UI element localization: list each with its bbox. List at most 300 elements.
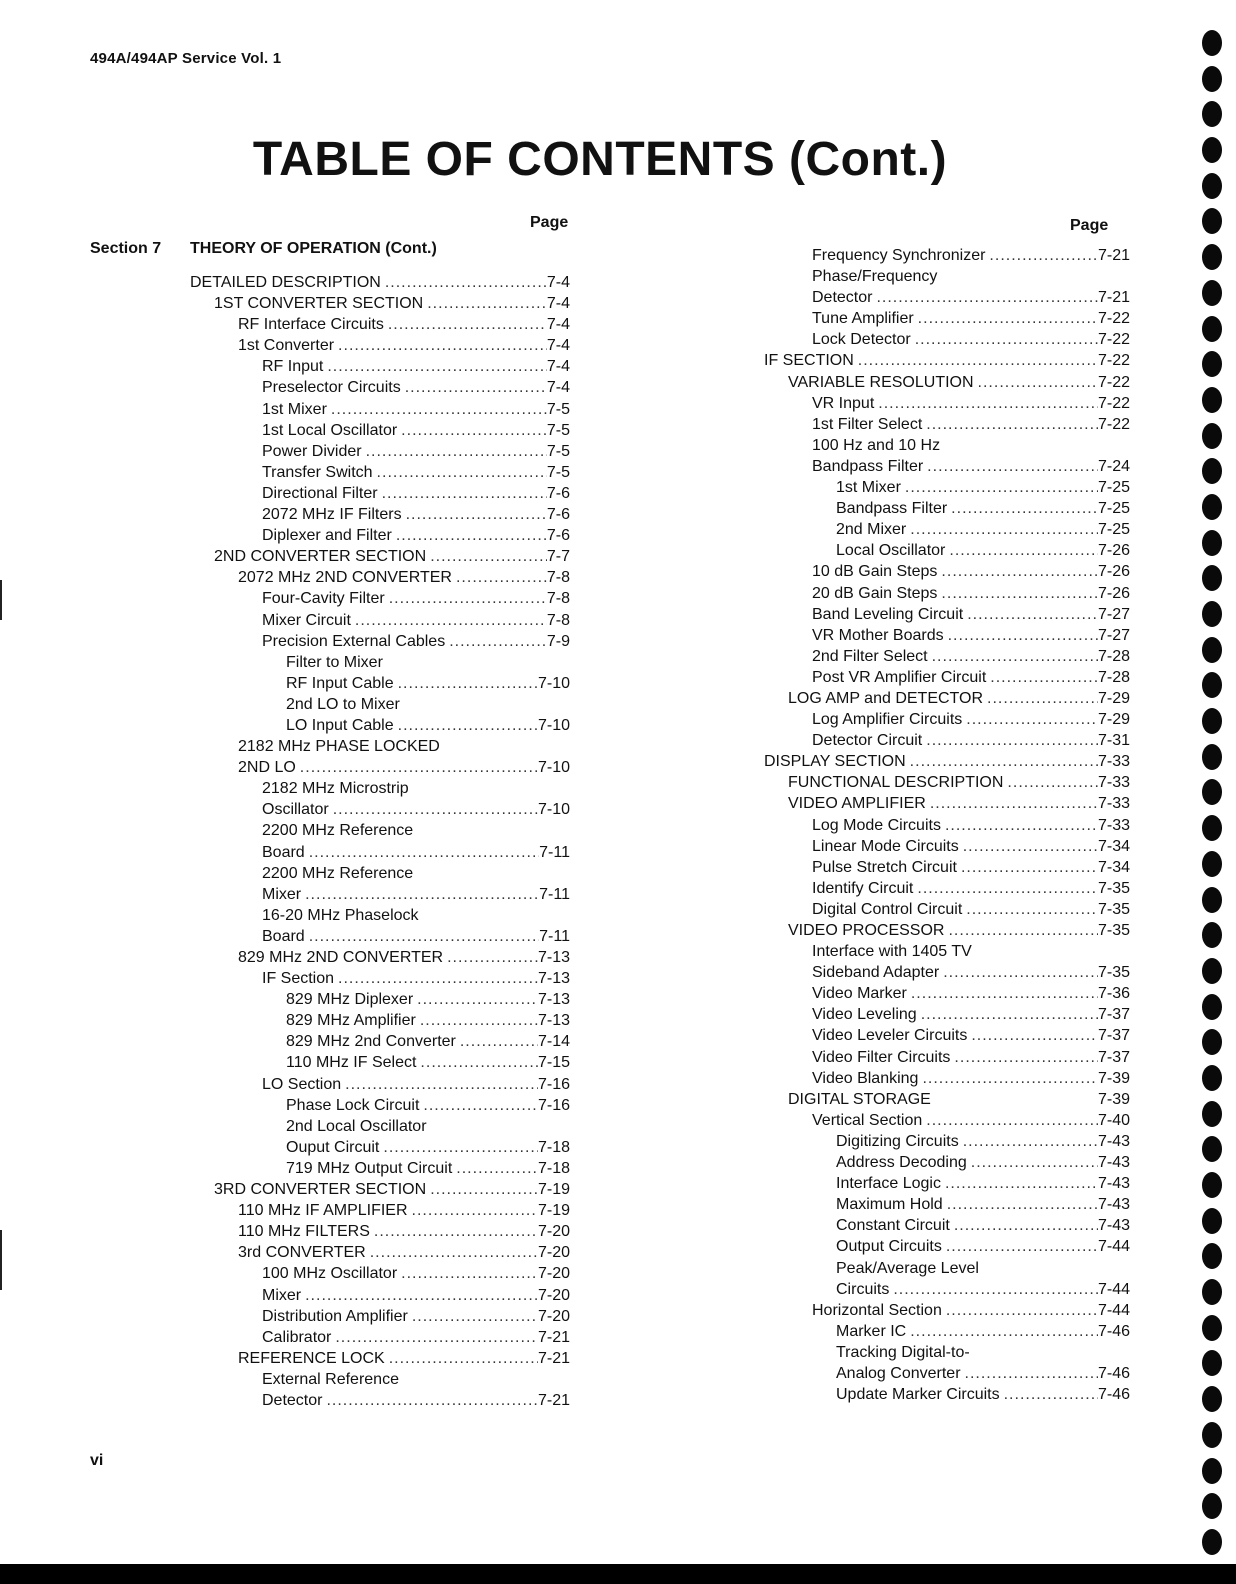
- toc-entry-page: 7-19: [537, 1202, 570, 1220]
- toc-entry-title: Band Leveling Circuit: [812, 605, 964, 623]
- toc-entry: [190, 588, 570, 609]
- toc-entry-title: VIDEO AMPLIFIER: [788, 795, 926, 813]
- toc-entry: [190, 968, 570, 989]
- toc-entry-title: Video Leveler Circuits: [812, 1027, 968, 1045]
- toc-entry: [764, 266, 1130, 287]
- toc-leader-dots: [331, 1327, 538, 1348]
- toc-entry: [190, 1052, 570, 1073]
- toc-entry-page: 7-20: [537, 1286, 570, 1304]
- toc-entry-page: 7-11: [539, 927, 570, 945]
- binder-hole: [1202, 66, 1222, 92]
- toc-leader-dots: [1003, 772, 1098, 793]
- toc-entry: [764, 899, 1130, 920]
- toc-entry-title: Board: [262, 927, 305, 945]
- toc-entry: [190, 989, 570, 1010]
- binder-hole: [1202, 1529, 1222, 1555]
- toc-entry-title: 2nd Filter Select: [812, 647, 928, 665]
- toc-leader-dots: [967, 1152, 1098, 1173]
- toc-leader-dots: [906, 751, 1098, 772]
- toc-entry: [764, 1110, 1130, 1131]
- toc-entry-title: Preselector Circuits: [262, 379, 401, 397]
- toc-entry-page: 7-18: [537, 1138, 570, 1156]
- toc-entry-title: 16-20 MHz Phaselock: [262, 906, 419, 924]
- binder-hole: [1202, 30, 1222, 56]
- toc-leader-dots: [401, 377, 547, 398]
- toc-leader-dots: [907, 983, 1098, 1004]
- toc-entry-page: 7-5: [546, 442, 570, 460]
- toc-entry-title: Detector Circuit: [812, 732, 923, 750]
- binder-hole: [1202, 1172, 1222, 1198]
- toc-entry: [764, 646, 1130, 667]
- toc-entry-page: 7-33: [1097, 753, 1130, 771]
- toc-entry-page: 7-6: [546, 527, 570, 545]
- toc-leader-dots: [426, 1179, 538, 1200]
- toc-entry-page: 7-6: [546, 506, 570, 524]
- left-page-column-label: Page: [530, 214, 569, 231]
- toc-entry-page: 7-22: [1097, 394, 1130, 412]
- toc-entry: [764, 414, 1130, 435]
- binder-hole: [1202, 672, 1222, 698]
- page-number: vi: [90, 1452, 104, 1469]
- toc-leader-dots: [366, 1242, 538, 1263]
- toc-leader-dots: [942, 1300, 1098, 1321]
- toc-entry-page: 7-14: [537, 1033, 570, 1051]
- toc-entry-title: 3RD CONVERTER SECTION: [214, 1181, 427, 1199]
- binder-hole: [1202, 1101, 1222, 1127]
- toc-leader-dots: [443, 947, 538, 968]
- toc-entry: [190, 1306, 570, 1327]
- toc-entry-title: 829 MHz Diplexer: [286, 991, 414, 1009]
- toc-entry: [764, 1004, 1130, 1025]
- toc-entry-page: 7-26: [1097, 542, 1130, 560]
- toc-entry-title: 110 MHz FILTERS: [238, 1223, 370, 1241]
- scan-edge-mark: [0, 580, 2, 620]
- toc-entry-page: 7-35: [1097, 964, 1130, 982]
- toc-entry-title: VARIABLE RESOLUTION: [788, 373, 974, 391]
- toc-leader-dots: [937, 583, 1098, 604]
- toc-entry: [190, 377, 570, 398]
- toc-entry-title: Mixer: [262, 885, 302, 903]
- toc-leader-dots: [445, 631, 547, 652]
- toc-entry: [190, 1327, 570, 1348]
- toc-leader-dots: [413, 989, 538, 1010]
- toc-entry-title: LO Section: [262, 1075, 342, 1093]
- toc-entry-title: Local Oscillator: [836, 542, 946, 560]
- toc-entry-title: Mixer Circuit: [262, 611, 351, 629]
- toc-entry: [764, 1215, 1130, 1236]
- toc-leader-dots: [950, 1047, 1098, 1068]
- toc-entry-title: 2nd LO to Mixer: [286, 695, 400, 713]
- toc-entry: [190, 1263, 570, 1284]
- toc-leader-dots: [322, 1390, 538, 1411]
- toc-entry-title: Four-Cavity Filter: [262, 590, 385, 608]
- binder-hole: [1202, 101, 1222, 127]
- toc-leader-dots: [452, 1158, 538, 1179]
- toc-leader-dots: [854, 350, 1098, 371]
- toc-entry-page: 7-21: [537, 1328, 570, 1346]
- toc-entry: [190, 1116, 570, 1137]
- toc-entry-title: 1st Filter Select: [812, 415, 923, 433]
- toc-leader-dots: [963, 604, 1098, 625]
- toc-entry: [764, 393, 1130, 414]
- toc-entry-page: 7-26: [1097, 563, 1130, 581]
- toc-entry-title: DETAILED DESCRIPTION: [190, 274, 381, 291]
- toc-entry-page: 7-27: [1097, 605, 1130, 623]
- toc-leader-dots: [419, 1095, 538, 1116]
- toc-leader-dots: [323, 356, 547, 377]
- toc-entry-title: Address Decoding: [836, 1154, 967, 1172]
- toc-entry-page: 7-11: [539, 843, 570, 861]
- toc-leader-dots: [384, 314, 547, 335]
- toc-leader-dots: [945, 540, 1098, 561]
- toc-leader-dots: [370, 1221, 538, 1242]
- toc-entry-page: 7-44: [1097, 1280, 1130, 1298]
- toc-entry-page: 7-33: [1097, 774, 1130, 792]
- toc-leader-dots: [456, 1031, 538, 1052]
- toc-entry-page: 7-44: [1097, 1238, 1130, 1256]
- toc-entry-page: 7-10: [537, 716, 570, 734]
- toc-entry: [764, 983, 1130, 1004]
- toc-entry: [764, 1300, 1130, 1321]
- toc-entry: [764, 751, 1130, 772]
- toc-entry-page: 7-25: [1097, 521, 1130, 539]
- binder-hole: [1202, 1243, 1222, 1269]
- toc-entry-page: 7-36: [1097, 985, 1130, 1003]
- toc-leader-dots: [943, 1194, 1098, 1215]
- toc-leader-dots: [327, 399, 547, 420]
- toc-entry-page: 7-10: [537, 801, 570, 819]
- toc-entry: [764, 1068, 1130, 1089]
- toc-entry-page: 7-10: [537, 759, 570, 777]
- toc-entry-page: 7-28: [1097, 668, 1130, 686]
- toc-entry-page: 7-46: [1097, 1364, 1130, 1382]
- toc-entry: [190, 1137, 570, 1158]
- toc-entry-title: 2200 MHz Reference: [262, 822, 414, 840]
- toc-entry-page: 7-20: [537, 1223, 570, 1241]
- toc-entry-page: 7-43: [1097, 1217, 1130, 1235]
- toc-entry-page: 7-46: [1097, 1322, 1130, 1340]
- toc-entry: [764, 1321, 1130, 1342]
- toc-entry: [764, 456, 1130, 477]
- binder-hole: [1202, 280, 1222, 306]
- toc-leader-dots: [950, 1215, 1098, 1236]
- toc-entry-page: 7-20: [537, 1307, 570, 1325]
- toc-entry-page: 7-5: [546, 421, 570, 439]
- toc-entry-page: 7-44: [1097, 1301, 1130, 1319]
- toc-leader-dots: [341, 1074, 538, 1095]
- binder-hole: [1202, 1029, 1222, 1055]
- toc-entry-page: 7-18: [537, 1159, 570, 1177]
- toc-entry: [764, 667, 1130, 688]
- toc-entry: [190, 947, 570, 968]
- toc-entry: [190, 546, 570, 567]
- toc-leader-dots: [408, 1200, 538, 1221]
- toc-entry-page: 7-4: [546, 379, 570, 397]
- toc-entry: [764, 730, 1130, 751]
- toc-entry-page: 7-22: [1097, 310, 1130, 328]
- toc-leader-dots: [426, 546, 547, 567]
- toc-entry-page: 7-21: [1097, 247, 1130, 264]
- toc-leader-dots: [373, 462, 547, 483]
- toc-entry: [190, 820, 570, 841]
- toc-entry: [764, 709, 1130, 730]
- toc-entry: [190, 610, 570, 631]
- toc-entry-title: Tracking Digital-to-: [836, 1343, 970, 1361]
- toc-entry-title: Digital Control Circuit: [812, 900, 963, 918]
- toc-leader-dots: [942, 1236, 1098, 1257]
- toc-entry-title: Output Circuits: [836, 1238, 942, 1256]
- toc-entry: [190, 462, 570, 483]
- toc-entry-page: 7-37: [1097, 1006, 1130, 1024]
- toc-leader-dots: [416, 1052, 538, 1073]
- toc-leader-dots: [305, 842, 539, 863]
- toc-leader-dots: [423, 293, 547, 314]
- toc-entry: [764, 245, 1130, 266]
- toc-entry-title: DIGITAL STORAGE: [788, 1090, 931, 1108]
- toc-entry-page: 7-20: [537, 1265, 570, 1283]
- toc-entry-title: FUNCTIONAL DESCRIPTION: [788, 774, 1004, 792]
- toc-entry-title: RF Input: [262, 358, 324, 376]
- toc-entry-page: 7-4: [546, 295, 570, 313]
- toc-entry-page: 7-4: [546, 337, 570, 355]
- toc-entry: [764, 625, 1130, 646]
- toc-entry-title: Interface with 1405 TV: [812, 943, 972, 961]
- binder-hole: [1202, 530, 1222, 556]
- toc-leader-dots: [334, 968, 538, 989]
- toc-entry-page: 7-33: [1097, 816, 1130, 834]
- toc-entry: [764, 920, 1130, 941]
- toc-leader-dots: [305, 926, 539, 947]
- toc-leader-dots: [296, 757, 538, 778]
- toc-entry-page: 7-43: [1097, 1175, 1130, 1193]
- toc-leader-dots: [914, 308, 1098, 329]
- toc-entry-title: 1st Mixer: [836, 479, 901, 497]
- toc-leader-dots: [379, 1137, 538, 1158]
- toc-entry-title: VR Mother Boards: [812, 626, 944, 644]
- toc-entry: [764, 688, 1130, 709]
- toc-entry: [190, 799, 570, 820]
- toc-entry-title: Directional Filter: [262, 484, 378, 502]
- toc-entry-title: DISPLAY SECTION: [764, 753, 906, 771]
- toc-entry-title: Video Marker: [812, 985, 907, 1003]
- binder-hole: [1202, 1458, 1222, 1484]
- binder-hole: [1202, 1208, 1222, 1234]
- toc-entry-page: 7-16: [537, 1075, 570, 1093]
- toc-leader-dots: [961, 1363, 1098, 1384]
- toc-entry-title: Pulse Stretch Circuit: [812, 858, 957, 876]
- binder-hole: [1202, 994, 1222, 1020]
- toc-entry-title: Peak/Average Level: [836, 1259, 979, 1277]
- toc-entry-title: 10 dB Gain Steps: [812, 563, 938, 581]
- binder-hole: [1202, 494, 1222, 520]
- toc-entry: [190, 356, 570, 377]
- toc-leader-dots: [986, 667, 1098, 688]
- toc-leader-dots: [922, 414, 1098, 435]
- toc-leader-dots: [918, 1068, 1098, 1089]
- toc-entry-title: 100 MHz Oscillator: [262, 1265, 398, 1283]
- binder-hole: [1202, 244, 1222, 270]
- toc-entry-title: VIDEO PROCESSOR: [788, 922, 945, 939]
- toc-entry-page: 7-11: [539, 885, 570, 903]
- toc-leader-dots: [901, 477, 1098, 498]
- toc-entry-page: 7-31: [1097, 732, 1130, 750]
- toc-leader-dots: [906, 1321, 1098, 1342]
- toc-entry-title: 829 MHz 2nd Converter: [286, 1033, 456, 1051]
- binder-hole: [1202, 851, 1222, 877]
- toc-entry: [190, 778, 570, 799]
- toc-entry: [764, 1025, 1130, 1046]
- toc-leader-dots: [416, 1010, 538, 1031]
- toc-entry-page: 7-4: [546, 274, 570, 291]
- toc-entry: [190, 1348, 570, 1369]
- toc-entry: [190, 1390, 570, 1411]
- toc-entry: [190, 1369, 570, 1390]
- toc-leader-dots: [983, 688, 1098, 709]
- toc-entry-page: 7-37: [1097, 1048, 1130, 1066]
- toc-entry-page: 7-35: [1097, 879, 1130, 897]
- toc-entry: [764, 962, 1130, 983]
- toc-entry: [764, 772, 1130, 793]
- toc-entry: [764, 1194, 1130, 1215]
- right-page-column-label: Page: [1070, 217, 1109, 234]
- toc-entry-page: 7-8: [546, 611, 570, 629]
- toc-entry-title: 1st Local Oscillator: [262, 421, 398, 439]
- toc-entry-page: 7-29: [1097, 689, 1130, 707]
- toc-entry-page: 7-24: [1097, 457, 1130, 475]
- toc-leader-dots: [974, 372, 1098, 393]
- toc-entry-page: 7-13: [537, 949, 570, 966]
- toc-entry: [190, 694, 570, 715]
- toc-leader-dots: [941, 815, 1098, 836]
- toc-entry: [190, 842, 570, 863]
- toc-entry-title: 110 MHz IF AMPLIFIER: [238, 1202, 408, 1220]
- toc-entry-page: 7-29: [1097, 711, 1130, 729]
- toc-entry-title: 829 MHz 2ND CONVERTER: [238, 949, 444, 966]
- toc-entry-title: Board: [262, 843, 305, 861]
- toc-leader-dots: [351, 610, 547, 631]
- toc-entry-title: REFERENCE LOCK: [238, 1349, 385, 1367]
- toc-entry-page: 7-34: [1097, 858, 1130, 876]
- toc-entry-page: 7-8: [546, 569, 570, 587]
- toc-entry-title: Power Divider: [262, 442, 362, 460]
- toc-entry: [190, 1010, 570, 1031]
- toc-leader-dots: [334, 335, 547, 356]
- binder-hole: [1202, 922, 1222, 948]
- toc-entry-page: 7-43: [1097, 1132, 1130, 1150]
- toc-leader-dots: [962, 709, 1098, 730]
- toc-entry-title: 1st Mixer: [262, 400, 327, 418]
- binder-hole: [1202, 779, 1222, 805]
- toc-entry-title: Update Marker Circuits: [836, 1386, 1000, 1404]
- toc-entry: [190, 757, 570, 778]
- toc-leader-dots: [452, 567, 547, 588]
- toc-entry: [764, 583, 1130, 604]
- toc-entry-title: Ouput Circuit: [286, 1138, 380, 1156]
- toc-leader-dots: [394, 715, 538, 736]
- toc-entry-title: 20 dB Gain Steps: [812, 584, 938, 602]
- toc-entry: [764, 1173, 1130, 1194]
- toc-entry: [764, 793, 1130, 814]
- binder-hole: [1202, 1422, 1222, 1448]
- binder-hole: [1202, 565, 1222, 591]
- toc-entry: [190, 673, 570, 694]
- toc-leader-dots: [385, 1348, 538, 1369]
- toc-entry-title: Calibrator: [262, 1328, 332, 1346]
- toc-entry: [190, 399, 570, 420]
- binder-hole: [1202, 1279, 1222, 1305]
- toc-entry-page: 7-16: [537, 1096, 570, 1114]
- toc-leader-dots: [928, 646, 1098, 667]
- toc-entry-title: IF SECTION: [764, 352, 854, 370]
- toc-entry-title: 2072 MHz IF Filters: [262, 506, 402, 524]
- toc-entry: [764, 1236, 1130, 1257]
- toc-entry: [764, 350, 1130, 371]
- toc-entry-title: Linear Mode Circuits: [812, 837, 959, 855]
- toc-entry-title: Log Mode Circuits: [812, 816, 941, 834]
- toc-entry: [190, 863, 570, 884]
- toc-entry-page: 7-26: [1097, 584, 1130, 602]
- toc-leader-dots: [874, 393, 1098, 414]
- toc-entry-title: Analog Converter: [836, 1364, 961, 1382]
- toc-leader-dots: [397, 420, 547, 441]
- toc-entry-title: Phase Lock Circuit: [286, 1096, 420, 1114]
- toc-entry-page: 7-22: [1097, 352, 1130, 370]
- toc-entry: [764, 878, 1130, 899]
- toc-entry-page: 7-46: [1097, 1386, 1130, 1404]
- toc-leader-dots: [402, 504, 547, 525]
- toc-leader-dots: [959, 1131, 1098, 1152]
- toc-entry: [764, 435, 1130, 456]
- toc-entry: [190, 1221, 570, 1242]
- toc-entry-page: 7-19: [537, 1181, 570, 1199]
- toc-entry: [190, 1242, 570, 1263]
- binder-hole: [1202, 387, 1222, 413]
- toc-entry-title: 2200 MHz Reference: [262, 864, 414, 882]
- toc-entry-title: Bandpass Filter: [812, 457, 924, 475]
- toc-entry-page: 7-9: [546, 632, 570, 650]
- toc-leader-dots: [944, 920, 1097, 941]
- toc-leader-dots: [911, 329, 1098, 350]
- toc-entry-title: RF Interface Circuits: [238, 316, 384, 334]
- toc-entry-page: 7-25: [1097, 479, 1130, 497]
- toc-entry-page: 7-21: [1097, 289, 1130, 307]
- toc-leader-dots: [301, 1285, 538, 1306]
- toc-leader-dots: [947, 498, 1098, 519]
- scan-bottom-edge: [0, 1564, 1236, 1584]
- toc-entry: [764, 1279, 1130, 1300]
- binder-hole: [1202, 1386, 1222, 1412]
- binder-hole: [1202, 744, 1222, 770]
- page-title: TABLE OF CONTENTS (Cont.): [252, 133, 948, 186]
- toc-leader-dots: [939, 962, 1098, 983]
- toc-entry: [764, 1363, 1130, 1384]
- toc-entry: [764, 308, 1130, 329]
- toc-entry-title: IF Section: [262, 970, 335, 988]
- toc-entry-title: Maximum Hold: [836, 1196, 943, 1214]
- toc-entry: [764, 540, 1130, 561]
- toc-leader-dots: [301, 884, 539, 905]
- toc-entry-title: Transfer Switch: [262, 463, 373, 481]
- toc-entry-title: LOG AMP and DETECTOR: [788, 689, 984, 707]
- toc-entry: [190, 1285, 570, 1306]
- toc-entry: [764, 1089, 1130, 1110]
- toc-entry-title: Frequency Synchronizer: [812, 247, 986, 264]
- toc-leader-dots: [329, 799, 538, 820]
- toc-leader-dots: [985, 245, 1098, 266]
- toc-entry: [190, 715, 570, 736]
- toc-entry-title: 2ND CONVERTER SECTION: [214, 548, 427, 566]
- toc-entry-title: 719 MHz Output Circuit: [286, 1159, 453, 1177]
